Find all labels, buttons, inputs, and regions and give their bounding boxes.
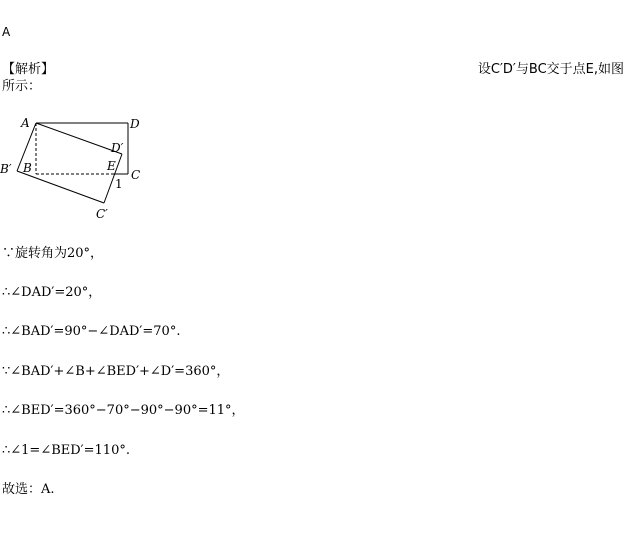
analysis-intro-line1: 设C′D′与BC交于点E,如图 [477,62,624,77]
label-D: D [130,117,140,131]
analysis-intro-line2: 所示： [2,79,42,94]
label-C-prime: C′ [96,207,108,221]
step-4: ∵∠BAD′+∠B+∠BED′+∠D′=360°， [2,364,230,379]
rotation-figure [0,110,150,230]
answer-text: A [2,25,11,39]
step-5: ∴∠BED′=360°−70°−90°−90°=11°， [2,403,245,418]
edge-B-prime-C-prime [17,171,104,203]
label-E: E [107,159,116,173]
step-1: ∵旋转角为20°， [2,246,104,261]
step-6: ∴∠1=∠BED′=110°. [2,443,130,458]
label-C: C [131,168,141,182]
edge-AD-prime [36,123,122,154]
label-D-prime: D′ [111,141,124,155]
conclusion: 故选：A. [2,482,55,497]
step-3: ∴∠BAD′=90°−∠DAD′=70°. [2,324,181,339]
label-angle-1: 1 [115,177,123,191]
label-B-prime: B′ [0,162,12,176]
analysis-heading: 【解析】 [2,62,55,77]
step-2: ∴∠DAD′=20°， [2,285,102,300]
label-B: B [23,161,32,175]
label-A: A [21,116,30,130]
